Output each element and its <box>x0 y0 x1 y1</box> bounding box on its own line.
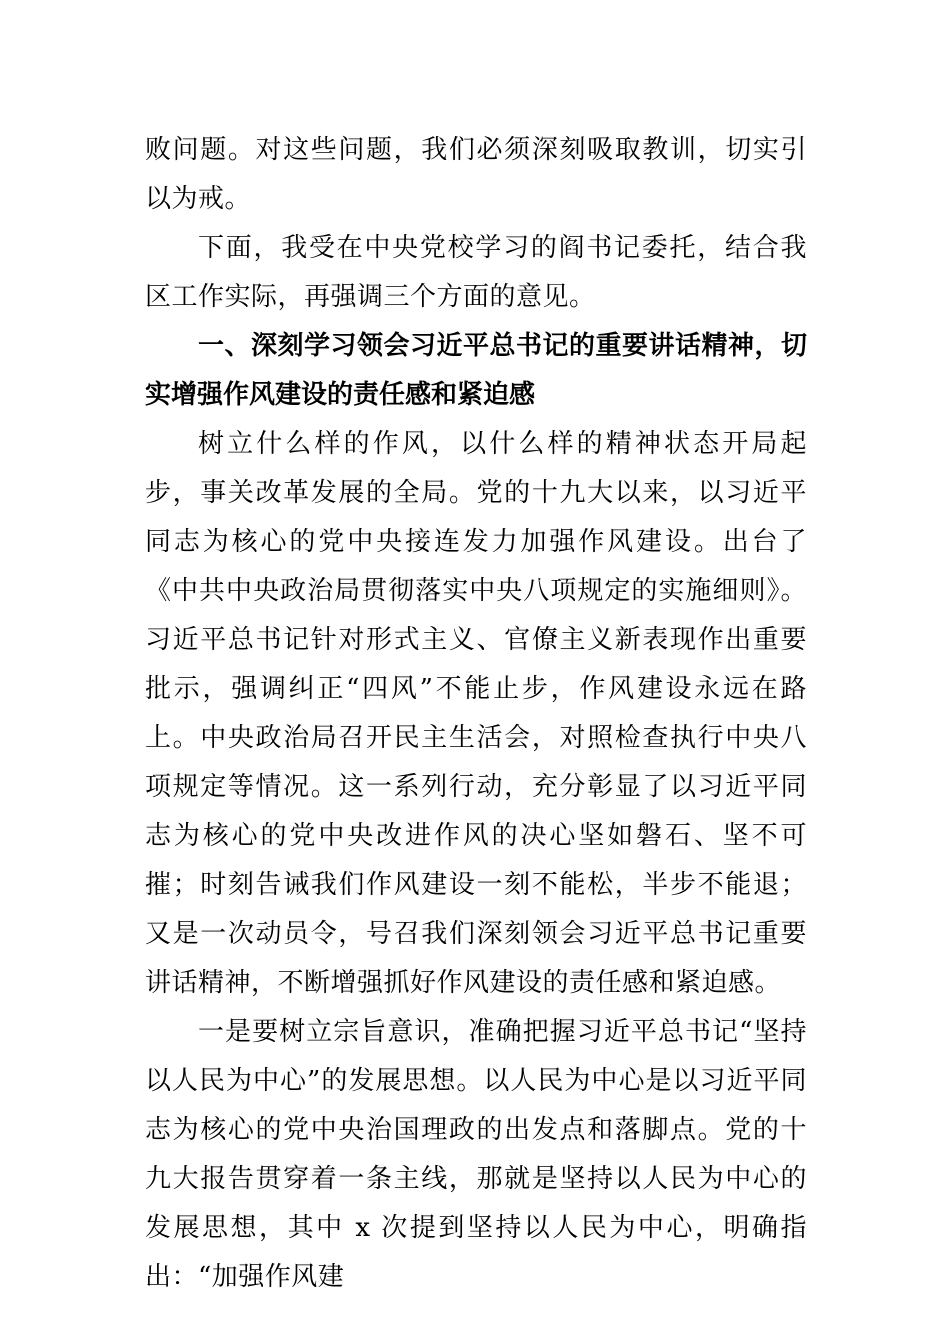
paragraph-people-centered: 一是要树立宗旨意识，准确把握习近平总书记“坚持以人民为中心”的发展思想。以人民为中心是以习近平同志为核心的党中央治国理政的出发点和落脚点。党的十九大报告贯穿着一条主线，那就是坚持以人民为中心的发展思想，其中 x 次提到坚持以人民为中心，明确指出：“加强作风建 <box>145 1017 807 1292</box>
paragraph-style-building: 树立什么样的作风，以什么样的精神状态开局起步，事关改革发展的全局。党的十九大以来，以习近平同志为核心的党中央接连发力加强作风建设。出台了《中共中央政治局贯彻落实中央八项规定的实施细则》。习近平总书记针对形式主义、官僚主义新表现作出重要批示，强调纠正“四风”不能止步，作风建设永远在路上。中央政治局召开民主生活会，对照检查执行中央八项规定等情况。这一系列行动，充分彰显了以习近平同志为核心的党中央改进作风的决心坚如磐石、坚不可摧；时刻告诫我们作风建设一刻不能松，半步不能退；又是一次动员令，号召我们深刻领会习近平总书记重要讲话精神，不断增强抓好作风建设的责任感和紧迫感。 <box>145 429 807 998</box>
paragraph-intro: 下面，我受在中央党校学习的阎书记委托，结合我区工作实际，再强调三个方面的意见。 <box>145 233 807 312</box>
paragraph-continuation: 败问题。对这些问题，我们必须深刻吸取教训，切实引以为戒。 <box>145 135 807 214</box>
section-heading-1: 一、深刻学习领会习近平总书记的重要讲话精神，切实增强作风建设的责任感和紧迫感 <box>145 331 807 410</box>
document-body <box>145 126 807 1302</box>
